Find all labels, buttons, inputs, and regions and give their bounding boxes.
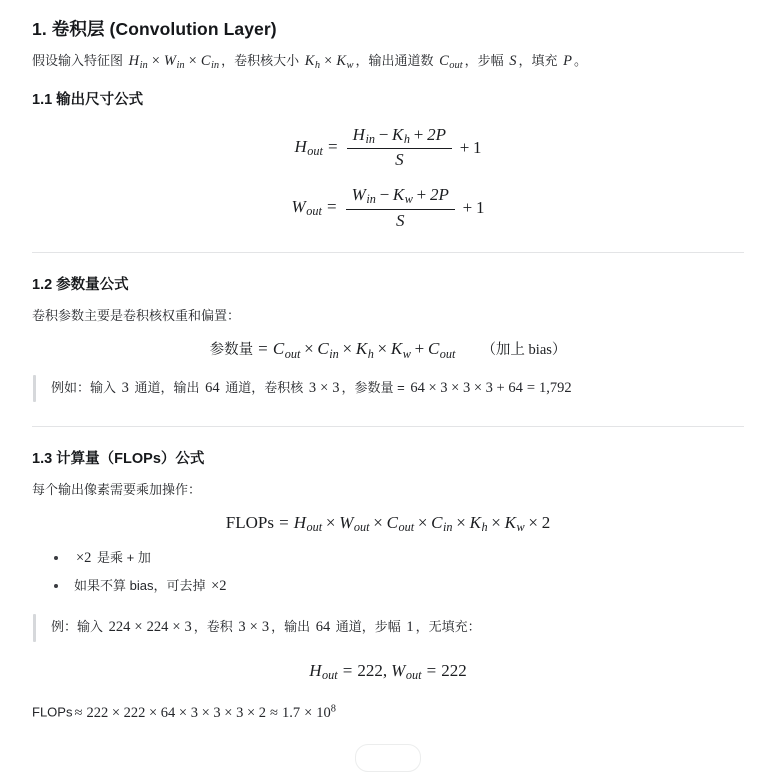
intro-text-5: ，填充: [518, 53, 562, 69]
quote2-times-2: ×: [172, 619, 181, 636]
math-c-in: $C_{in}$: [200, 53, 220, 71]
final-flops-line: [32, 682, 744, 726]
fraction-numerator: $W_{in} - K_w + 2P$: [351, 185, 449, 207]
final-expression: 222 × 222 × 64 × 3 × 3 × 3 × 2: [86, 704, 267, 721]
intro-paragraph: [32, 42, 744, 74]
quote2-lead: 例：输入: [51, 619, 107, 635]
quote2-dim-1: 224: [108, 619, 131, 636]
quote2-kernel-w: 3: [261, 619, 270, 636]
math-k-w: $K_w$: [336, 53, 354, 71]
section-heading-1-1: 1.1 输出尺寸公式: [32, 92, 144, 109]
page-title: [32, 0, 744, 42]
intro-text-6: 。: [573, 53, 587, 69]
final-power: $10^8$: [316, 703, 337, 721]
equation-w-out-lhs: $W_{out}$ =: [291, 196, 337, 218]
list-item: [54, 545, 744, 573]
math-w-in: $W_{in}$: [163, 53, 185, 71]
fraction-numerator: $H_{in} - K_h + 2P$: [352, 124, 446, 146]
intro-text-3: ，输出通道数: [355, 53, 438, 69]
quote-calculation: 64 × 3 × 3 × 3 + 64: [410, 379, 523, 396]
equation-w-out-tail: + 1: [462, 197, 485, 217]
list-item: [54, 573, 744, 601]
equation-h-out-lhs: $H_{out}$ =: [294, 136, 338, 158]
intro-text-4: ，步幅: [464, 53, 508, 69]
quote2-times-1: ×: [134, 619, 143, 636]
section-heading-1-2: 1.2 参数量公式: [32, 277, 129, 294]
math-times-3: ×: [324, 53, 333, 70]
quote-in-channels: 3: [121, 379, 129, 396]
equation-param-count: [32, 326, 744, 361]
flops-notes-list: [32, 545, 744, 601]
math-h-in: $H_{in}$: [128, 53, 148, 71]
final-approx-1: ≈: [74, 704, 83, 721]
quote-text-2: 通道，卷积核: [221, 379, 307, 395]
bullet-text-1: 是乘 + 加: [93, 549, 151, 565]
section-1-3-paragraph: 每个输出像素需要乘加操作：: [32, 481, 202, 497]
math-k-h: $K_h$: [304, 53, 321, 71]
final-times: ×: [304, 704, 313, 721]
quote2-dim-3: 3: [184, 619, 192, 636]
quote2-kernel-h: 3: [238, 619, 246, 636]
equation-flops: [32, 500, 744, 535]
quote-equals: =: [526, 379, 536, 396]
section-heading-1-3: 1.3 计算量（FLOPs）公式: [32, 451, 205, 468]
equation-param-body: 参数量 = $C_{out} \times C_{in} \times K_h \times K_w + C_{out}$: [209, 339, 456, 361]
example-blockquote-params: [33, 373, 744, 404]
intro-text-1: 假设输入特征图: [32, 53, 127, 69]
bullet-math-1: ×2: [76, 549, 92, 566]
final-mantissa: 1.7: [281, 704, 301, 721]
equation-h-out: [32, 126, 744, 170]
final-approx-2: ≈: [270, 704, 278, 721]
quote2-kernel-times: ×: [249, 619, 258, 636]
quote2-channels: 64: [315, 619, 331, 636]
quote-lead: 例如：输入: [51, 379, 120, 395]
equation-h-out-tail: + 1: [459, 137, 482, 157]
fraction-denominator: S: [396, 210, 405, 230]
page-title-zh: 1. 卷积层: [32, 19, 105, 39]
quote2-stride: 1: [406, 619, 414, 636]
quote2-text-2: ，输出: [271, 619, 314, 635]
fraction-h-out: [347, 126, 452, 170]
equation-param-note: （加上 bias）: [481, 341, 567, 358]
quote-kernel-times: ×: [320, 379, 329, 396]
equation-output-result: [32, 644, 744, 683]
quote-kernel-w: 3: [332, 379, 340, 396]
equation-w-out: [32, 186, 744, 230]
quote2-text-3: 通道，步幅: [332, 619, 405, 635]
fraction-w-out: [346, 186, 455, 230]
quote-text-1: 通道，输出: [130, 379, 204, 395]
math-times-1: ×: [151, 53, 160, 70]
example-blockquote-flops: [33, 612, 744, 643]
equation-result-body: $H_{out} = 222$, $W_{out} = 222$: [309, 660, 467, 682]
quote2-text-4: ，无填充：: [415, 619, 481, 635]
page-title-en: (Convolution Layer): [109, 19, 277, 39]
quote-out-channels: 64: [205, 379, 220, 396]
quote2-dim-2: 224: [146, 619, 169, 636]
final-label: FLOPs: [32, 704, 73, 720]
quote-result: 1,792: [539, 379, 572, 396]
section-1-2-paragraph: 卷积参数主要是卷积核权重和偏置：: [32, 308, 241, 324]
equation-output-size: [32, 112, 744, 230]
fraction-denominator: S: [395, 150, 404, 170]
math-times-2: ×: [188, 53, 197, 70]
quote2-text-1: ，卷积: [193, 619, 237, 635]
math-c-out: $C_{out}$: [439, 53, 463, 71]
quote-text-3: ，参数量 =: [341, 379, 409, 395]
bullet-math-2: ×2: [211, 577, 227, 594]
bullet-text-2: 如果不算 bias，可去掉: [74, 577, 210, 593]
math-s: S: [509, 53, 517, 70]
math-p: P: [563, 53, 572, 70]
equation-flops-body: FLOPs = $H_{out} \times W_{out} \times C_{out} \times C_{in} \times K_h \times K_w \times 2$: [225, 513, 551, 535]
bottom-cutoff-control[interactable]: [355, 744, 421, 772]
quote-kernel-h: 3: [308, 379, 317, 396]
intro-text-2: ，卷积核大小: [221, 53, 303, 69]
